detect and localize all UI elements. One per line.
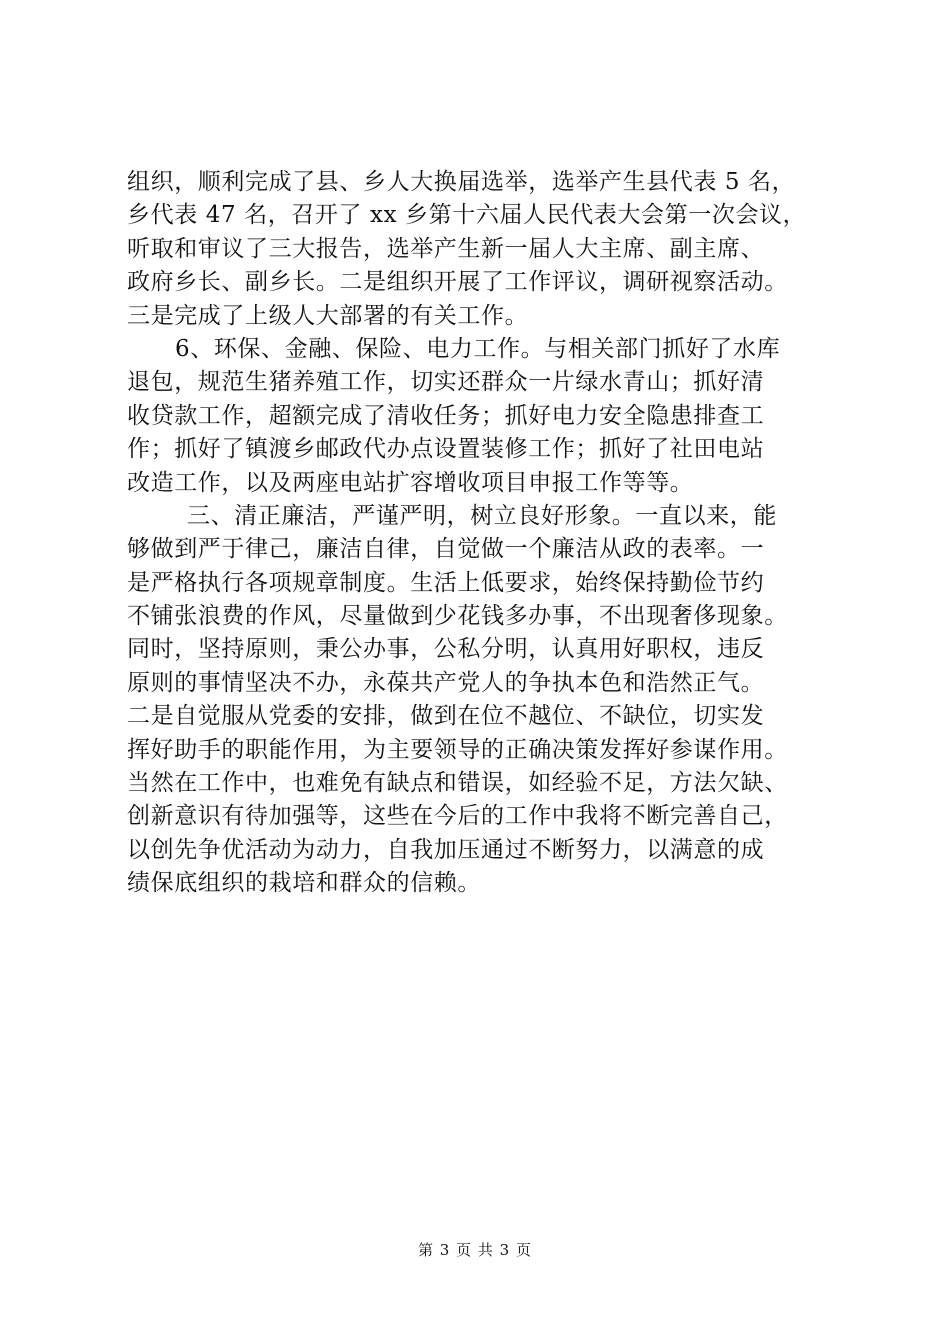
- page-footer: [0, 1240, 950, 1260]
- text-line: 二是自觉服从党委的安排，做到在位不越位、不缺位，切实发: [127, 703, 765, 730]
- text-line: 改造工作，以及两座电站扩容增收项目申报工作等等。: [127, 469, 694, 496]
- text-line: 当然在工作中，也难免有缺点和错误，如经验不足，方法欠缺、: [127, 770, 788, 797]
- text-line: 是严格执行各项规章制度。生活上低要求，始终保持勤俭节约: [127, 569, 765, 596]
- text-line: 创新意识有待加强等，这些在今后的工作中我将不断完善自己，: [127, 803, 788, 830]
- text-line: 以创先争优活动为动力，自我加压通过不断努力，以满意的成: [127, 836, 765, 863]
- text-line: 挥好助手的职能作用，为主要领导的正确决策发挥好参谋作用。: [127, 736, 788, 763]
- text-line: 听取和审议了三大报告，选举产生新一届人大主席、副主席、: [127, 235, 765, 262]
- text-line: 够做到严于律己，廉洁自律，自觉做一个廉洁从政的表率。一: [127, 536, 765, 563]
- body-text: [127, 166, 837, 901]
- text-line: 作；抓好了镇渡乡邮政代办点设置装修工作；抓好了社田电站: [127, 436, 765, 463]
- text-line: 三、清正廉洁，严谨严明，树立良好形象。一直以来，能: [187, 502, 777, 529]
- text-line: 同时，坚持原则，秉公办事，公私分明，认真用好职权，违反: [127, 636, 765, 663]
- text-line: 乡代表 47 名，召开了 xx 乡第十六届人民代表大会第一次会议，: [127, 202, 807, 229]
- text-line: 收贷款工作，超额完成了清收任务；抓好电力安全隐患排查工: [127, 402, 765, 429]
- text-line: 6、环保、金融、保险、电力工作。与相关部门抓好了水库: [175, 335, 781, 362]
- text-line: 政府乡长、副乡长。二是组织开展了工作评议，调研视察活动。: [127, 269, 788, 296]
- text-line: 原则的事情坚决不办，永葆共产党人的争执本色和浩然正气。: [127, 669, 765, 696]
- text-line: 退包，规范生猪养殖工作，切实还群众一片绿水青山；抓好清: [127, 369, 765, 396]
- text-line: 三是完成了上级人大部署的有关工作。: [127, 302, 529, 329]
- text-line: 绩保底组织的栽培和群众的信赖。: [127, 870, 481, 897]
- text-line: 组织，顺利完成了县、乡人大换届选举，选举产生县代表 5 名，: [127, 169, 796, 195]
- page-number: 第 3 页 共 3 页: [418, 1241, 532, 1259]
- text-line: 不铺张浪费的作风，尽量做到少花钱多办事，不出现奢侈现象。: [127, 603, 788, 630]
